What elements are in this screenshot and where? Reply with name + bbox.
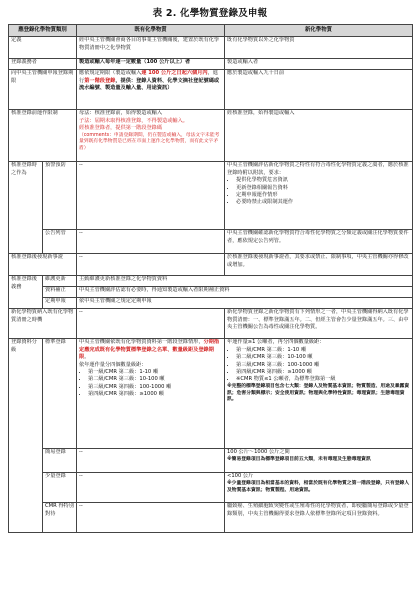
row-label-maintain: 維護更新	[43, 275, 77, 286]
registration-table	[8, 24, 413, 533]
deadline-text-c: ，提供：登錄人資料、化學文摘社登記號碼或流水編號、製造量及輸入量、用途資訊）	[79, 77, 220, 92]
cell-revoke-existing: --	[77, 253, 225, 275]
table-row	[9, 297, 413, 308]
small-new-note: ※少量登錄項目為相當基本的資料，相當於既有化學物質之第一階段登錄，只有登錄人及物質基本資訊；物質製程、用途資訊。	[227, 480, 410, 493]
cell-cmr-new: 屬致癌、生殖細胞致突變性或生殖毒性的化學物質者，即使屬簡易登錄或少量登錄類別，中央主管機關得要求登錄人依標準登錄所定項目登錄資料。	[225, 502, 413, 532]
deadline-text-b: ，進行	[79, 70, 218, 84]
cell-definition-new: 既有化學物質以外之化學物質	[225, 36, 413, 58]
cell-pre-restriction-existing	[77, 109, 225, 161]
cell-hazard-new	[225, 161, 413, 229]
cell-simple-existing: --	[77, 448, 225, 472]
table-row	[9, 253, 413, 275]
list-item: • 第三級/CMR 第四級：100-1000 噸	[88, 384, 222, 391]
list-item: • 第四級/CMR 第四級：≥1000 噸	[236, 369, 410, 376]
hazard-list	[227, 177, 410, 207]
cell-hazard-existing: --	[77, 161, 225, 229]
row-label-cmr: CMR 得特別對待	[43, 502, 77, 532]
list-item: • 定期申報運作情形	[236, 192, 410, 199]
standard-text-a: 中央主管機關依既有化學物質資料第一階段登錄情形，	[79, 339, 204, 346]
list-item: • ※CMR 物質≤1 公噸者，為標準登錄第一級	[236, 376, 410, 383]
pre-restriction-line-2: 子法：屆期未取得核准登錄，不得製造或輸入。	[79, 117, 188, 124]
cell-small-new	[225, 472, 413, 502]
hazard-intro: 中央主管機關評估新化學物質之特性有符合毒性化學物質定義之虞者，應於核准登錄時附以附款，要求：	[227, 162, 409, 176]
list-item: • 第一級/CMR 第二級：1-10 噸	[236, 347, 410, 354]
row-label-deadline: 向中央主管機關申報登錄期限	[9, 69, 77, 109]
row-group-follow: 核准登錄後義務	[9, 275, 43, 308]
deadline-text-a: 應依規定期限（製造或輸入	[79, 70, 142, 77]
row-label-hazard: 預警預防	[43, 161, 77, 229]
cell-standard-existing	[77, 338, 225, 448]
simple-new-range: 100 公斤～1000 公斤之間	[227, 449, 290, 456]
row-label-definition: 定義	[9, 36, 77, 58]
cell-deadline-existing	[77, 69, 225, 109]
row-label-simple: 簡易登錄	[43, 448, 77, 472]
row-label-standard: 標準登錄	[43, 338, 77, 448]
row-label-pre-restriction: 核准登錄前運作限制	[9, 109, 77, 161]
table-row	[9, 229, 413, 253]
row-label-supplement: 資料補正	[43, 286, 77, 297]
cell-maintain: 主動維護更新核准登錄之化學物質資料	[77, 275, 413, 286]
cell-pre-restriction-new: 經核准登錄，始得製造或輸入	[225, 109, 413, 161]
pre-restriction-line-1: 母法：核准登錄前，始得製造或輸入	[79, 110, 163, 117]
table-row	[9, 448, 413, 472]
cell-simple-new	[225, 448, 413, 472]
list-item: • 更新登錄相關報告資料	[236, 185, 410, 192]
row-label-small: 少量登錄	[43, 472, 77, 502]
table-row	[9, 58, 413, 69]
cell-supplement: 中央主管機關評估認有必要時，得通知製造或輸入者限期補正資料	[77, 286, 413, 297]
table-row	[9, 286, 413, 297]
cell-obligor-new: 製造或輸入者	[225, 58, 413, 69]
standard-new-list	[227, 347, 410, 384]
simple-new-note: ※簡易登錄項目為標準登錄項目前五大類，未有毒理及生態毒理資訊	[227, 456, 371, 462]
standard-sub: 依年運作量分四個數量級距：	[79, 361, 147, 368]
cell-public-new: 中央主管機關確認新化學物質符合毒性化學物質之分類定義或關注化學物質要件者，應依規定公告列管。	[225, 229, 413, 253]
standard-existing-list	[79, 369, 222, 399]
list-item: • 第三級/CMR 第三級：100-1000 噸	[236, 362, 410, 369]
cell-small-existing: --	[77, 472, 225, 502]
row-group-post-mgmt: 核准登錄時之作為	[9, 161, 43, 253]
table-header-row	[9, 25, 413, 37]
cell-definition-existing: 經中央主管機關會商各目的事業主管機關後，建置於既有化學物質清冊中之化學物質	[77, 36, 225, 58]
table-row	[9, 69, 413, 109]
table-row	[9, 472, 413, 502]
table-row	[9, 109, 413, 161]
standard-new-note: ※完整的標準登錄項目包含七大類：登錄人及物質基本資訊；物質製造、用途及暴露資訊；危害分類與標示；安全使用資訊；物理與化學特性資訊；毒理資訊；生態毒理資訊。	[227, 383, 410, 403]
row-label-periodic: 定期申報	[43, 297, 77, 308]
cell-public-existing: --	[77, 229, 225, 253]
cell-transition-new: 新化學物質登錄之新化學物質有下列情形之一者，中央主管機關得納入既有化學物質清冊：一、標準登錄滿五年。二、但經主管會告少量登錄滿五年。三、由中央主管機關公告為毒性或關注化學物質。	[225, 308, 413, 338]
standard-new-head: 年運作量≥1 公噸者，再分四個數量級距：	[227, 339, 325, 346]
cell-revoke-new: 於核准登錄後發現新事證者，其要求或禁止、限制事項，中央主管機關亦得修改或增加。	[225, 253, 413, 275]
pre-restriction-line-3: 經核准登錄者，提供第一階段登錄碼	[79, 125, 163, 132]
pre-restriction-comment: （comments：申請登錄期間，仍在製造或輸入，母法文字未能考量到既有化學物質是已經在市面上運作之化學物質，而有此文字矛盾）	[79, 132, 220, 152]
table-row	[9, 161, 413, 229]
table-row	[9, 308, 413, 338]
table-row	[9, 36, 413, 58]
row-label-transition: 新化學物質納入既有化學物質清冊之時機	[9, 308, 77, 338]
list-item: • 提供化學物質危害資訊	[236, 177, 410, 184]
row-group-classification: 登錄資料分級	[9, 338, 43, 532]
list-item: • 第四級/CMR 第四級：≥1000 噸	[88, 391, 222, 398]
row-label-revoke: 核准登錄後發現新事證	[9, 253, 77, 275]
list-item: • 第一級/CMR 第二級：1-10 噸	[88, 369, 222, 376]
row-label-public: 公告列管	[43, 229, 77, 253]
deadline-text-red2: 第一階段登錄	[84, 77, 116, 84]
standard-text-b: 。	[84, 354, 90, 361]
list-item: • 第二級/CMR 第三級：10-100 噸	[236, 354, 410, 361]
table-row	[9, 502, 413, 532]
header-category: 應登錄化學物質類別	[9, 25, 77, 37]
small-new-range: <100 公斤	[227, 473, 254, 480]
list-item: • 必要時禁止或限制其運作	[236, 199, 410, 206]
cell-obligor-existing: 製造或輸入每年達一定數量（100 公斤以上）者	[77, 58, 225, 69]
table-row	[9, 338, 413, 448]
cell-standard-new	[225, 338, 413, 448]
cell-cmr-existing: --	[77, 502, 225, 532]
standard-text-red: 分期指定應完成既有化學物質標準登錄之名單、數量級距及登錄期限	[79, 339, 220, 361]
list-item: • 第二級/CMR 第三級：10-100 噸	[88, 376, 222, 383]
table-row	[9, 275, 413, 286]
header-existing: 既有化學物質	[77, 25, 225, 37]
row-label-obligor: 登錄義務者	[9, 58, 77, 69]
deadline-text-red1: 達 100 公斤之日起六個月內	[141, 70, 208, 77]
page-title: 表 2. 化學物質登錄及申報	[152, 8, 268, 19]
cell-deadline-new: 應於製造或輸入九十日前	[225, 69, 413, 109]
cell-transition-existing: --	[77, 308, 225, 338]
cell-periodic: 依中央主管機關之規定定期申報	[77, 297, 413, 308]
header-new: 新化學物質	[225, 25, 413, 37]
